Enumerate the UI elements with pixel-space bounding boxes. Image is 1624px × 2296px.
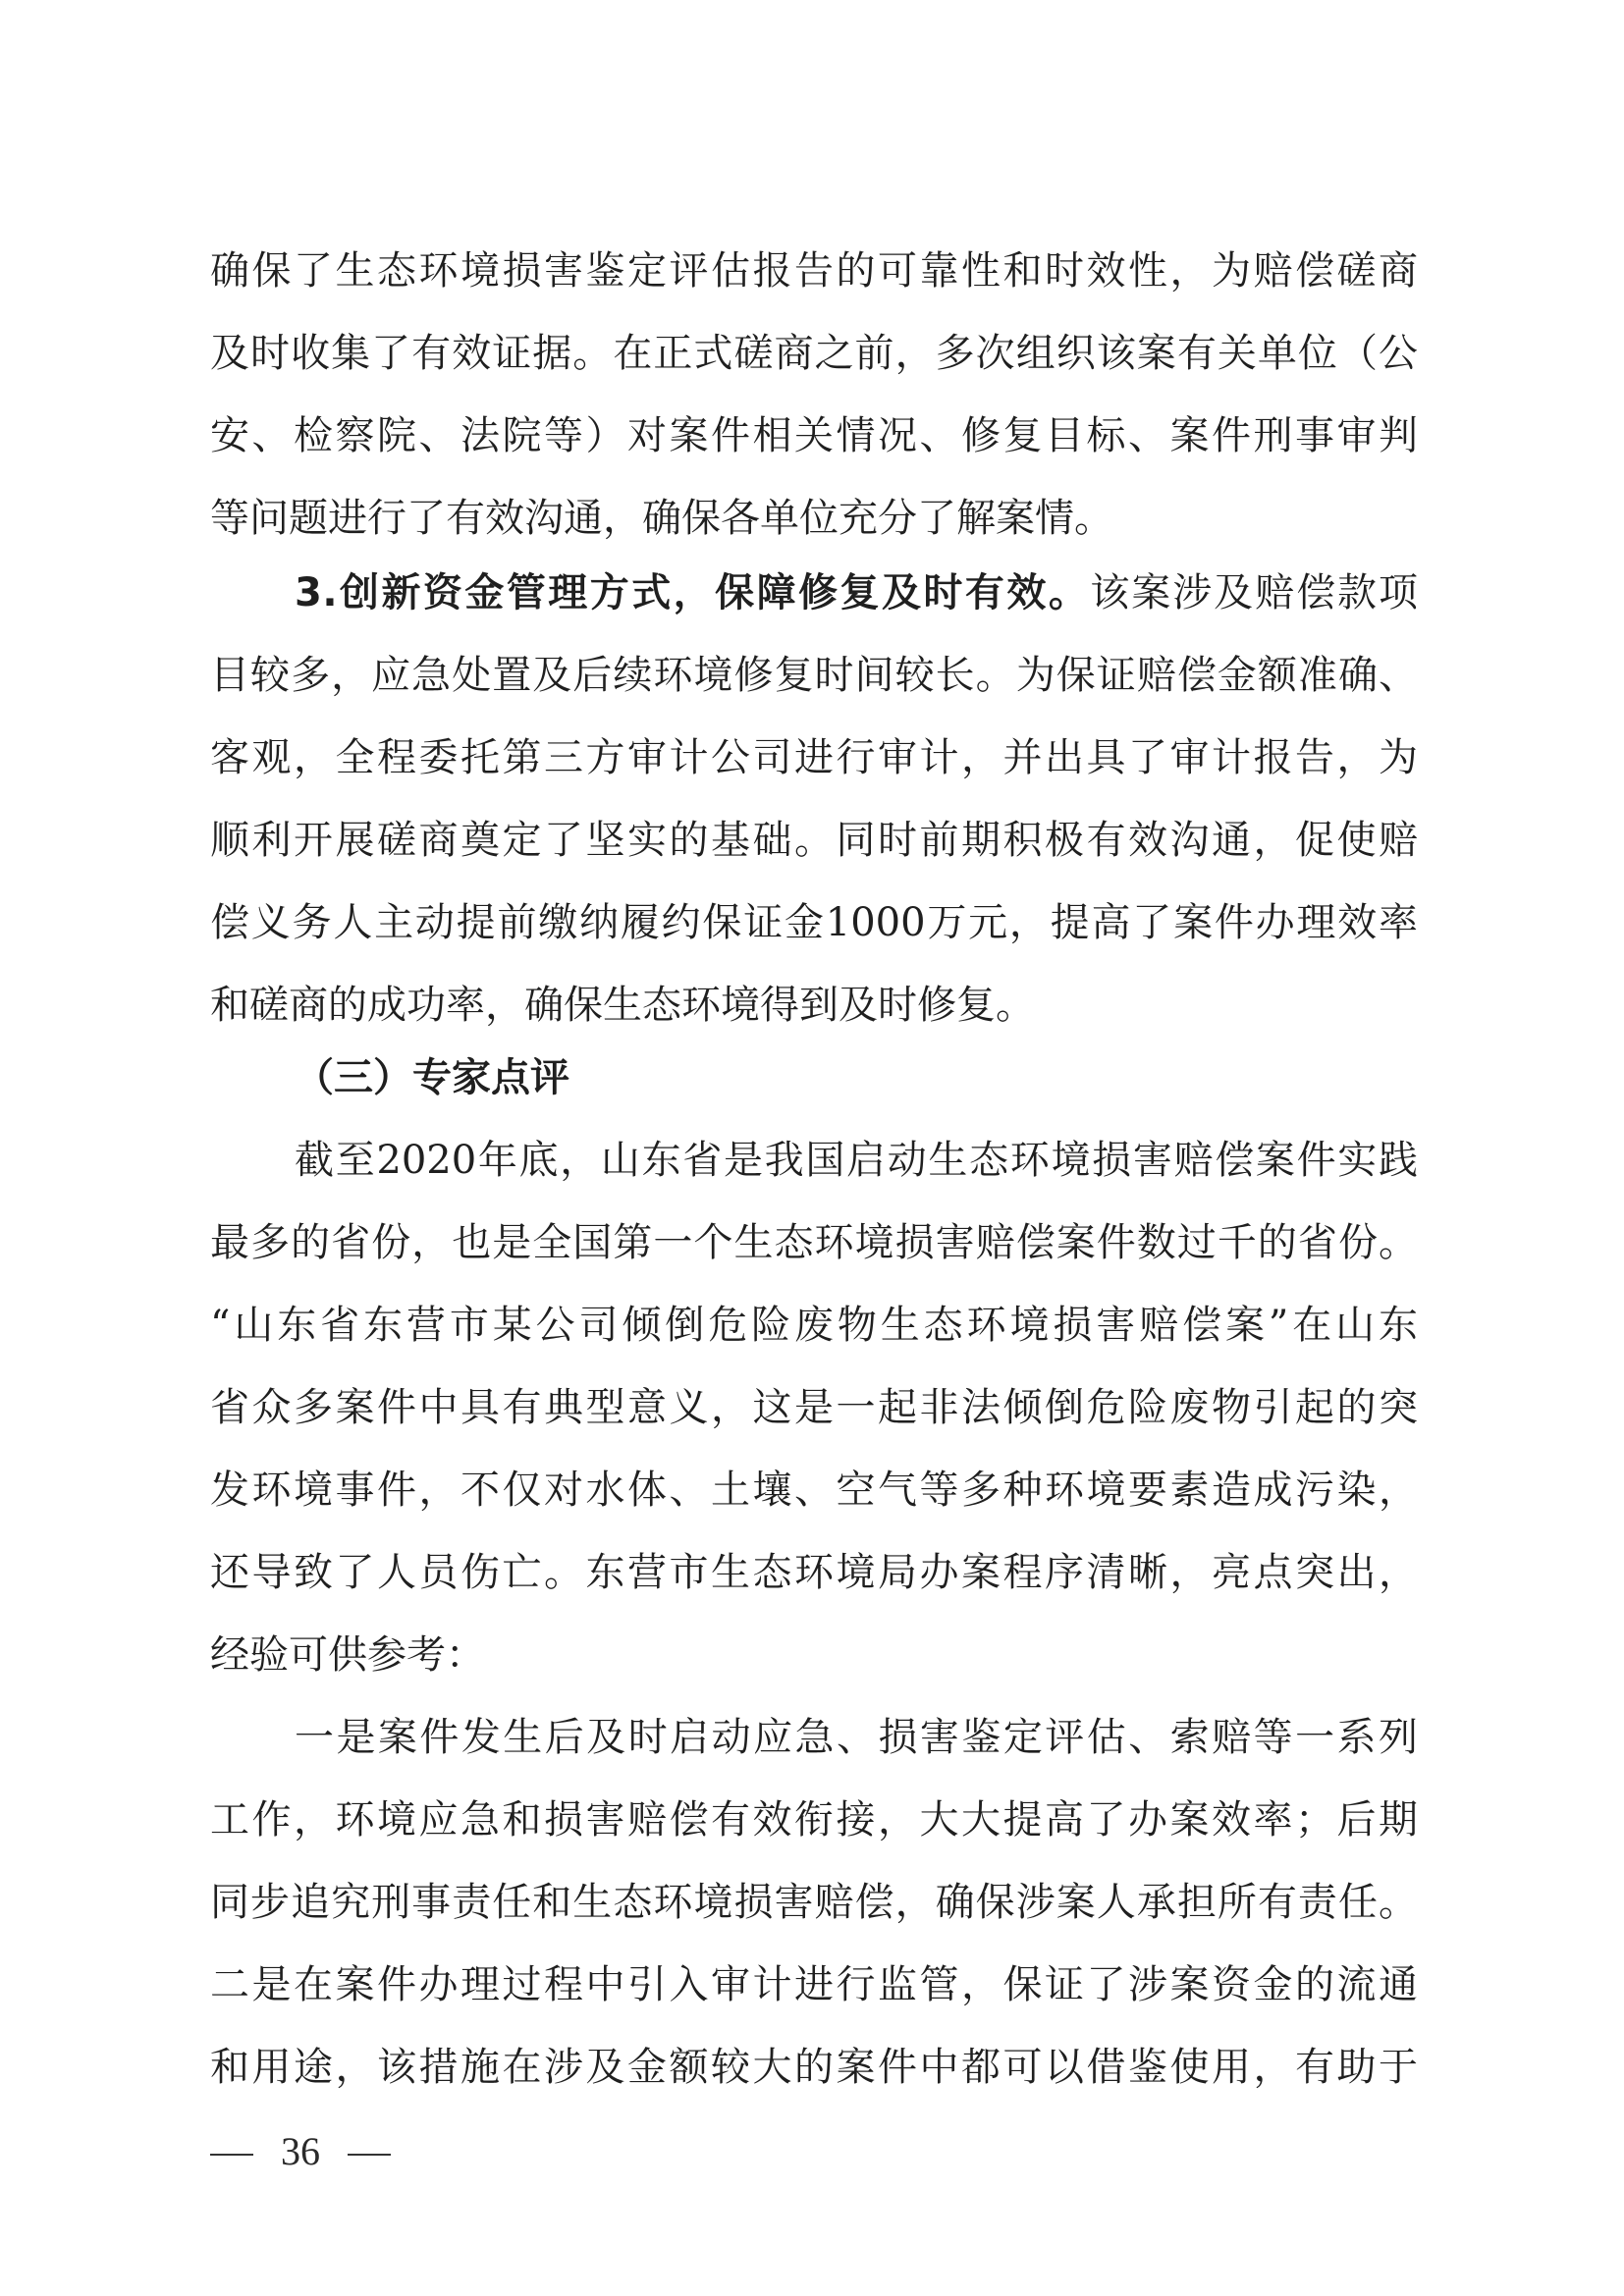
paragraph-3-line-6: 还导致了人员伤亡。东营市生态环境局办案程序清晰，亮点突出，	[210, 1550, 1418, 1595]
paragraph-2-bold-lead: 3.创新资金管理方式，保障修复及时有效。	[295, 570, 1091, 615]
paragraph-4-line-4: 二是在案件办理过程中引入审计进行监管，保证了涉案资金的流通	[210, 1962, 1418, 2007]
paragraph-2-line-6: 和磋商的成功率，确保生态环境得到及时修复。	[210, 983, 1035, 1028]
paragraph-4-line-2: 工作，环境应急和损害赔偿有效衔接，大大提高了办案效率；后期	[210, 1797, 1418, 1842]
paragraph-3-line-7: 经验可供参考：	[210, 1632, 485, 1678]
paragraph-3-line-4: 省众多案件中具有典型意义，这是一起非法倾倒危险废物引起的突	[210, 1385, 1418, 1430]
paragraph-1-line-3: 安、检察院、法院等）对案件相关情况、修复目标、案件刑事审判	[210, 413, 1418, 458]
paragraph-2-line-3: 客观，全程委托第三方审计公司进行审计，并出具了审计报告，为	[210, 735, 1418, 780]
paragraph-3-line-5: 发环境事件，不仅对水体、土壤、空气等多种环境要素造成污染，	[210, 1468, 1418, 1513]
paragraph-2-first-line-rest: 该案涉及赔偿款项	[1090, 570, 1419, 615]
footer-right-dash	[348, 2154, 391, 2156]
paragraph-3-line-3: “山东省东营市某公司倾倒危险废物生态环境损害赔偿案”在山东	[210, 1303, 1418, 1348]
section-heading: （三）专家点评	[295, 1055, 569, 1100]
paragraph-3-line-1: 截至2020年底，山东省是我国启动生态环境损害赔偿案件实践	[295, 1138, 1418, 1183]
paragraph-4-line-5: 和用途，该措施在涉及金额较大的案件中都可以借鉴使用，有助于	[210, 2045, 1418, 2090]
page-footer	[210, 2122, 391, 2181]
paragraph-1-line-2: 及时收集了有效证据。在正式磋商之前，多次组织该案有关单位（公	[210, 331, 1418, 376]
paragraph-3-line-2: 最多的省份，也是全国第一个生态环境损害赔偿案件数过千的省份。	[210, 1220, 1418, 1265]
paragraph-2-line-4: 顺利开展磋商奠定了坚实的基础。同时前期积极有效沟通，促使赔	[210, 818, 1418, 863]
paragraph-4-line-3: 同步追究刑事责任和生态环境损害赔偿，确保涉案人承担所有责任。	[210, 1880, 1418, 1925]
paragraph-4-line-1: 一是案件发生后及时启动应急、损害鉴定评估、索赔等一系列	[295, 1715, 1418, 1760]
page-number: 36	[281, 2129, 320, 2173]
paragraph-2-line-1	[295, 552, 1418, 634]
paragraph-2-line-2: 目较多，应急处置及后续环境修复时间较长。为保证赔偿金额准确、	[210, 653, 1418, 698]
paragraph-1-line-1: 确保了生态环境损害鉴定评估报告的可靠性和时效性，为赔偿磋商	[210, 248, 1418, 294]
paragraph-2-line-5: 偿义务人主动提前缴纳履约保证金1000万元，提高了案件办理效率	[210, 900, 1418, 945]
footer-left-dash	[210, 2154, 253, 2156]
paragraph-1-line-4: 等问题进行了有效沟通，确保各单位充分了解案情。	[210, 496, 1113, 541]
